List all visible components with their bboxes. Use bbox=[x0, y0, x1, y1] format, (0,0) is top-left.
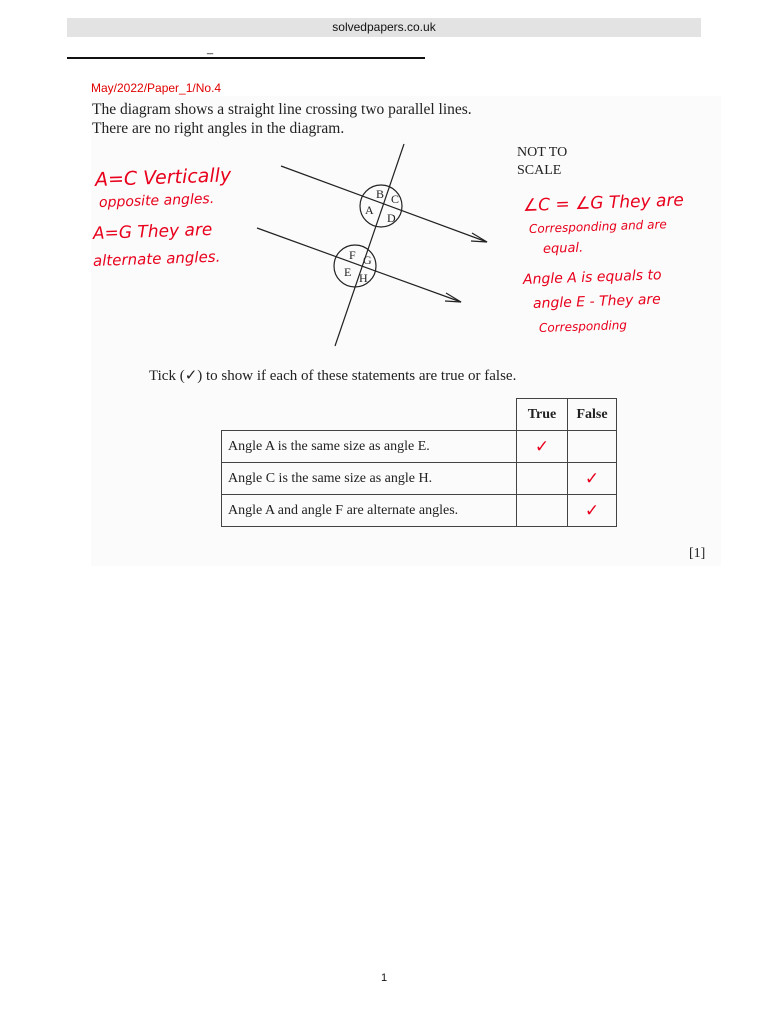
check-icon: ✓ bbox=[584, 500, 600, 521]
statement-cell: Angle A and angle F are alternate angles. bbox=[222, 495, 517, 527]
angle-label-d: D bbox=[387, 211, 396, 225]
header-dash: _ bbox=[207, 43, 214, 55]
false-tick-cell[interactable] bbox=[568, 495, 617, 527]
note-angle-a-equals-e: Angle A is equals to bbox=[522, 267, 662, 288]
note-corresponding-equal: Corresponding and are bbox=[528, 217, 668, 236]
true-tick-cell[interactable] bbox=[517, 431, 568, 463]
angle-label-b: B bbox=[376, 187, 385, 201]
lower-parallel-line bbox=[257, 228, 461, 302]
angle-label-g: G bbox=[363, 253, 372, 267]
true-column-header: True bbox=[517, 399, 568, 431]
angle-label-c: C bbox=[391, 192, 400, 206]
not-to-scale-line-1: NOT TO bbox=[517, 145, 568, 160]
question-reference: May/2022/Paper_1/No.4 bbox=[91, 81, 222, 95]
true-tick-cell[interactable] bbox=[517, 495, 568, 527]
table-row bbox=[222, 431, 617, 463]
site-header: solvedpapers.co.uk bbox=[67, 18, 701, 37]
note-alternate-a-g: A=G They are bbox=[92, 219, 213, 244]
true-tick-cell[interactable] bbox=[517, 463, 568, 495]
note-angle-e-they-are: angle E - They are bbox=[532, 291, 662, 312]
transversal-line bbox=[335, 144, 404, 346]
page-number: 1 bbox=[380, 972, 388, 984]
false-column-header: False bbox=[568, 399, 617, 431]
table-row bbox=[222, 463, 617, 495]
intro-line-2: There are no right angles in the diagram. bbox=[92, 120, 345, 137]
angle-label-f: F bbox=[349, 248, 356, 262]
question-scan bbox=[91, 96, 721, 566]
statement-cell: Angle A is the same size as angle E. bbox=[222, 431, 517, 463]
marks-allocation: [1] bbox=[689, 546, 706, 561]
note-c-equals-g: ∠C = ∠G They are bbox=[522, 190, 685, 216]
check-icon: ✓ bbox=[534, 436, 550, 457]
tick-instruction: Tick (✓) to show if each of these statements are true or false. bbox=[149, 368, 517, 384]
header-blank-cell bbox=[222, 399, 517, 431]
note-corresponding: Corresponding bbox=[538, 317, 628, 335]
note-vertically-opposite: A=C Vertically bbox=[94, 164, 232, 191]
false-tick-cell[interactable] bbox=[568, 431, 617, 463]
table-header-row bbox=[222, 399, 617, 431]
note-equal: equal. bbox=[542, 240, 584, 257]
note-opposite-angles: opposite angles. bbox=[98, 190, 215, 211]
intro-line-1: The diagram shows a straight line crossing two parallel lines. bbox=[92, 101, 472, 118]
angle-label-e: E bbox=[344, 265, 352, 279]
not-to-scale-note bbox=[517, 144, 567, 180]
table-row bbox=[222, 495, 617, 527]
check-icon: ✓ bbox=[584, 468, 600, 489]
angle-label-h: H bbox=[359, 271, 368, 285]
header-rule bbox=[67, 57, 425, 59]
not-to-scale-line-2: SCALE bbox=[517, 163, 562, 178]
angle-label-a: A bbox=[365, 203, 374, 217]
note-alternate-angles: alternate angles. bbox=[92, 247, 221, 270]
false-tick-cell[interactable] bbox=[568, 463, 617, 495]
statement-cell: Angle C is the same size as angle H. bbox=[222, 463, 517, 495]
true-false-table bbox=[221, 398, 617, 527]
